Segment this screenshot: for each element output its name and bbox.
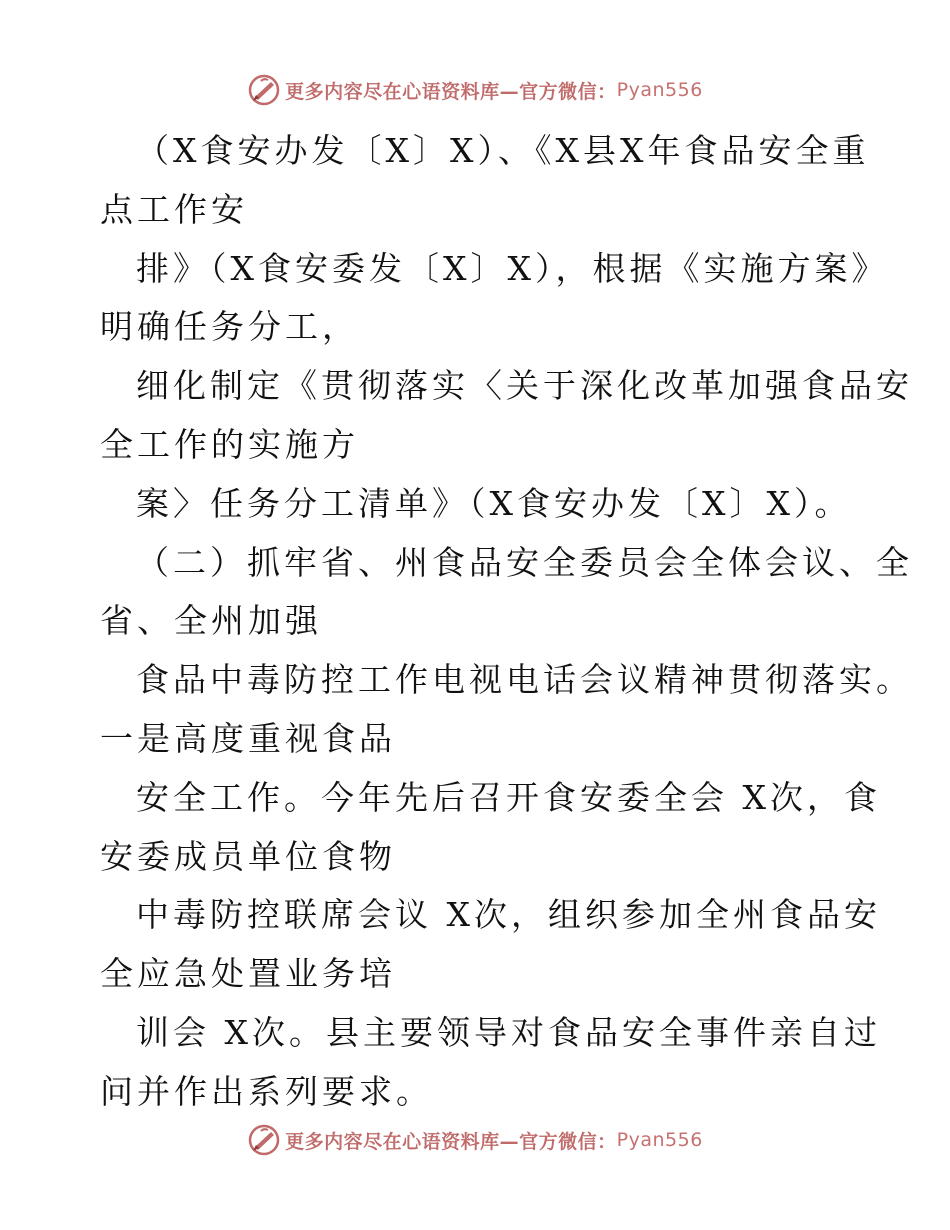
body-line: 安全工作。今年先后召开食安委全会 X次，食 (136, 777, 881, 817)
body-line: 排》（X食安委发〔X〕X），根据《实施方案》 (136, 248, 889, 288)
body-line: 全应急处置业务培 (100, 954, 396, 994)
body-line: 案〉任务分工清单》（X食安办发〔X〕X）。 (136, 483, 852, 523)
watermark-handle: Pyan556 (616, 79, 703, 101)
body-line: 一是高度重视食品 (100, 718, 396, 758)
document-body (100, 122, 913, 1122)
body-line: 明确任务分工， (100, 307, 359, 347)
body-line: 问并作出系列要求。 (100, 1071, 433, 1111)
body-line: 省、全州加强 (100, 601, 322, 641)
body-line: （二）抓牢省、州食品安全委员会全体会议、全 (136, 542, 913, 582)
body-line: 食品中毒防控工作电视电话会议精神贯彻落实。 (136, 660, 913, 700)
book-pen-logo-icon (247, 1123, 281, 1157)
header-watermark (0, 70, 950, 110)
watermark-text: 更多内容尽在心语资料库—官方微信： (285, 1130, 617, 1153)
book-pen-logo-icon (247, 73, 281, 107)
body-line: 点工作安 (100, 189, 248, 229)
body-line: 训会 X次。县主要领导对食品安全事件亲自过 (136, 1012, 881, 1052)
body-line: 细化制定《贯彻落实〈关于深化改革加强食品安 (136, 366, 913, 406)
body-line: 全工作的实施方 (100, 424, 359, 464)
watermark-text: 更多内容尽在心语资料库—官方微信： (285, 80, 617, 103)
body-line: 中毒防控联席会议 X次，组织参加全州食品安 (136, 895, 881, 935)
body-line: 安委成员单位食物 (100, 836, 396, 876)
footer-watermark (0, 1120, 950, 1160)
body-line: （X食安办发〔X〕X）、《X县X年食品安全重 (136, 131, 870, 170)
watermark-handle: Pyan556 (616, 1129, 703, 1151)
